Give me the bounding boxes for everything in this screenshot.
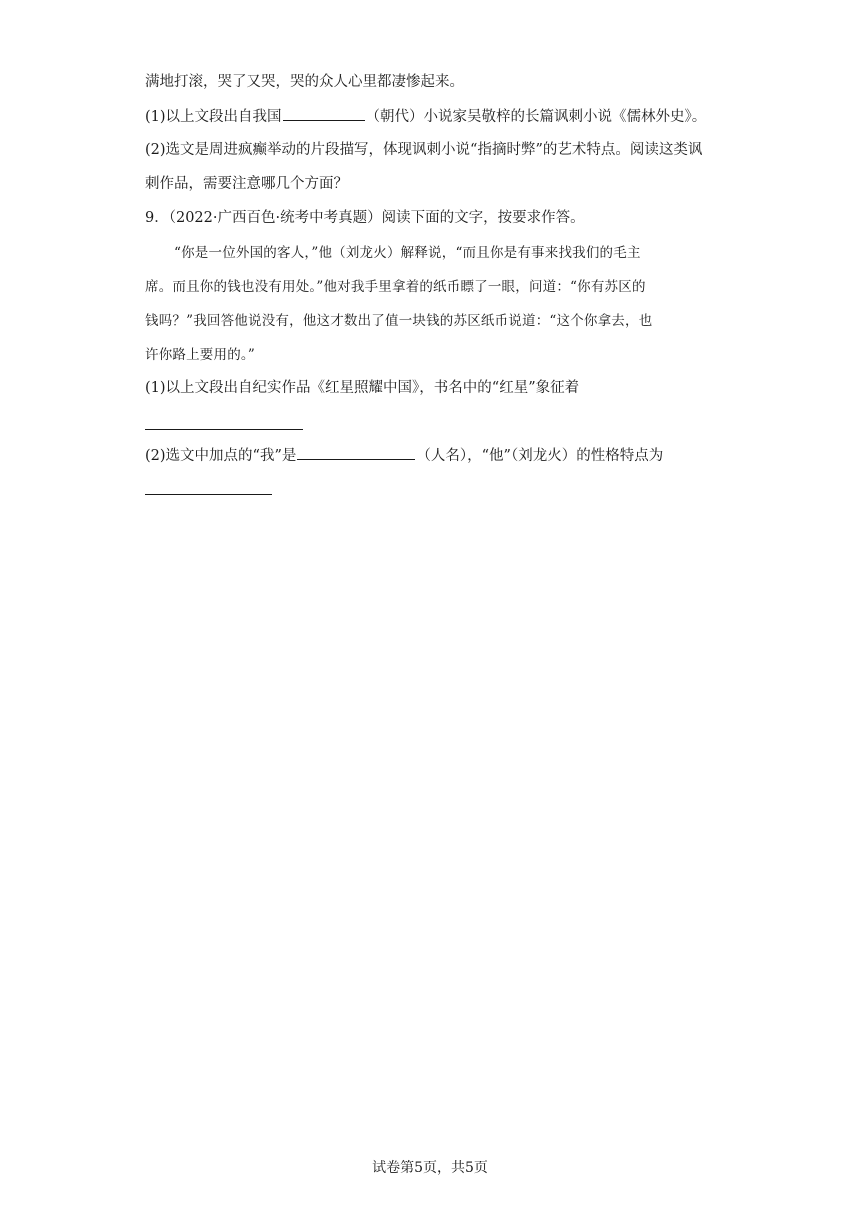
passage-line-3: 钱吗？”我回答他说没有，他这才数出了值一块钱的苏区纸币说道：“这个你拿去，也 (145, 313, 653, 329)
question-8-1-text-b: （朝代）小说家吴敬梓的长篇讽刺小说《儒林外史》。 (365, 109, 707, 125)
question-9-heading: 9．（2022·广西百色·统考中考真题）阅读下面的文字，按要求作答。 (145, 210, 585, 226)
question-9-2 (145, 445, 735, 466)
question-9-2-text-a: (2)选文中加点的“我”是 (145, 448, 297, 464)
passage-line-1: “你是一位外国的客人，”他（刘龙火）解释说，“而且你是有事来找我们的毛主 (174, 245, 641, 261)
answer-blank-dynasty[interactable] (283, 106, 365, 121)
passage-tail-line: 满地打滚，哭了又哭，哭的众人心里都凄惨起来。 (145, 74, 464, 90)
page-footer: 试卷第5页，共5页 (372, 1160, 488, 1176)
question-9-2-text-b: （人名），“他”（刘龙火）的性格特点为 (416, 448, 664, 464)
passage-line-4: 许你路上要用的。” (145, 347, 255, 363)
question-9-1: (1)以上文段出自纪实作品《红星照耀中国》，书名中的“红星”象征着 (145, 380, 580, 396)
answer-line-red-star[interactable] (145, 429, 303, 430)
answer-line-character-traits[interactable] (145, 494, 272, 495)
question-8-1-text-a: (1)以上文段出自我国 (145, 109, 282, 125)
answer-blank-person-name[interactable] (297, 445, 415, 460)
question-8-2-line-1: (2)选文是周进疯癫举动的片段描写，体现讽刺小说“指摘时弊”的艺术特点。阅读这类讽 (145, 142, 703, 158)
question-8-1 (145, 106, 735, 127)
passage-line-2: 席。而且你的钱也没有用处。”他对我手里拿着的纸币瞟了一眼，问道：“你有苏区的 (145, 279, 646, 295)
question-8-2-line-2: 刺作品，需要注意哪几个方面？ (145, 176, 348, 192)
